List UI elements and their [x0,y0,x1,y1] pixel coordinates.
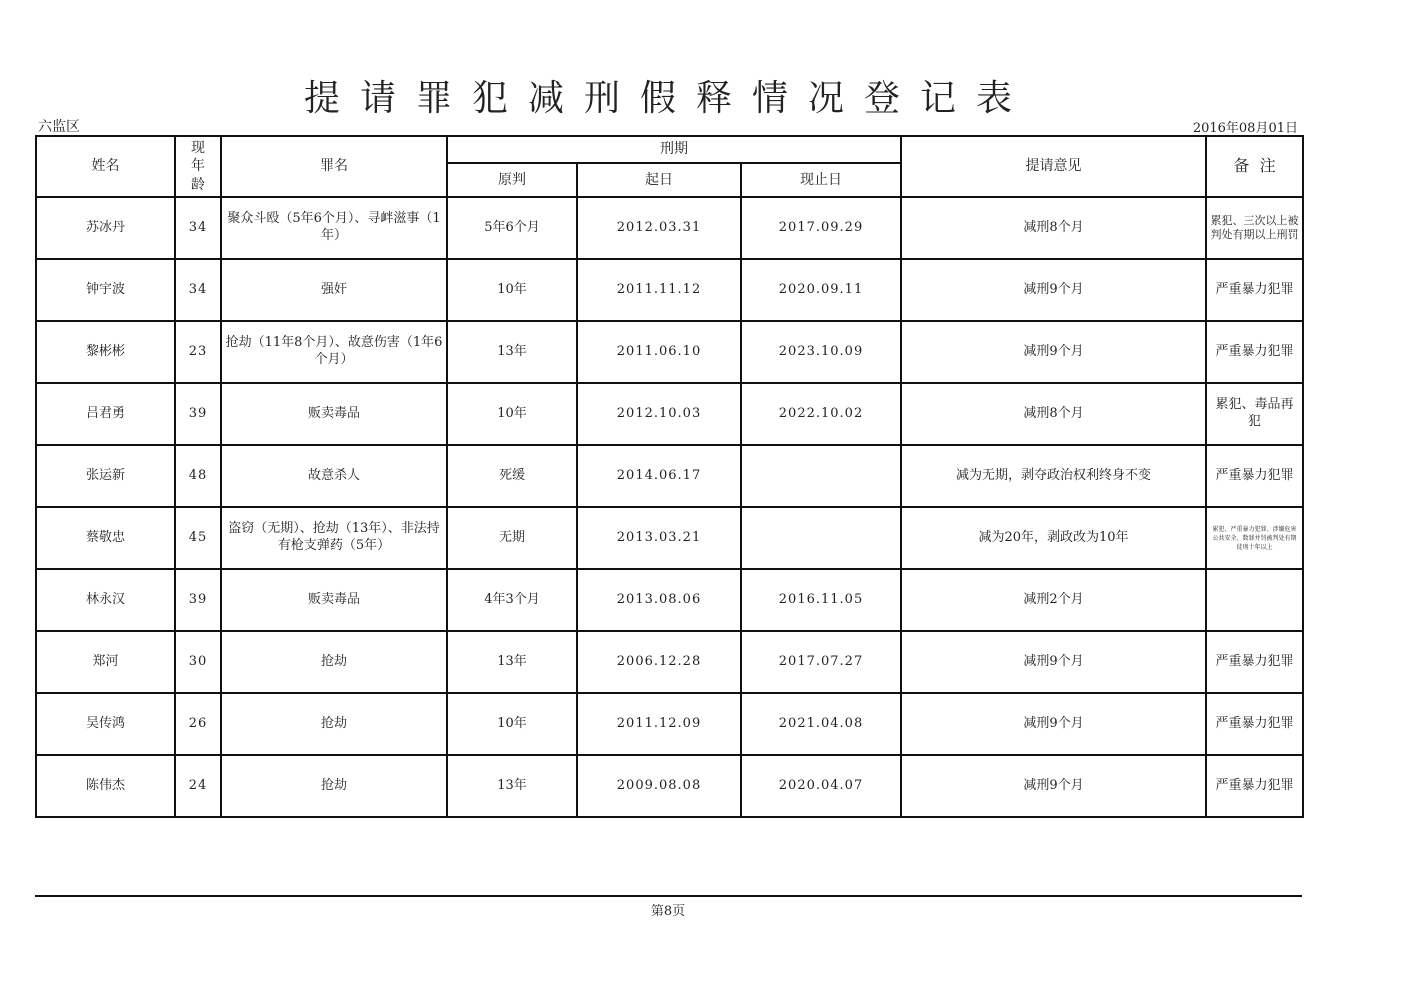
cell-start: 2009.08.08 [577,755,741,817]
cell-age: 39 [175,383,221,445]
cell-original: 5年6个月 [447,197,577,259]
cell-opinion: 减刑9个月 [901,693,1206,755]
cell-end: 2020.09.11 [741,259,901,321]
cell-remark: 严重暴力犯罪 [1206,755,1303,817]
cell-original: 10年 [447,693,577,755]
cell-end [741,445,901,507]
table-row [36,383,1303,445]
cell-start: 2013.08.06 [577,569,741,631]
table-row [36,321,1303,383]
cell-crime: 盗窃（无期）、抢劫（13年）、非法持有枪支弹药（5年） [221,507,447,569]
cell-opinion: 减刑8个月 [901,383,1206,445]
cell-crime: 故意杀人 [221,445,447,507]
cell-end: 2020.04.07 [741,755,901,817]
table-row [36,569,1303,631]
cell-opinion: 减刑9个月 [901,755,1206,817]
cell-name: 郑河 [36,631,175,693]
table-row [36,755,1303,817]
cell-age: 26 [175,693,221,755]
cell-opinion: 减刑9个月 [901,631,1206,693]
header-remarks: 备 注 [1206,136,1303,197]
cell-opinion: 减为20年，剥政改为10年 [901,507,1206,569]
page-number: 第8页 [650,904,686,919]
footer-divider [35,895,1302,897]
cell-opinion: 减刑2个月 [901,569,1206,631]
header-end: 现止日 [741,163,901,197]
cell-crime: 贩卖毒品 [221,383,447,445]
cell-crime: 抢劫 [221,631,447,693]
cell-name: 黎彬彬 [36,321,175,383]
table-row [36,631,1303,693]
cell-opinion: 减刑9个月 [901,259,1206,321]
cell-age: 34 [175,259,221,321]
cell-start: 2011.12.09 [577,693,741,755]
cell-original: 4年3个月 [447,569,577,631]
cell-crime: 聚众斗殴（5年6个月）、寻衅滋事（1年） [221,197,447,259]
cell-remark: 累犯、毒品再犯 [1206,383,1303,445]
cell-opinion: 减为无期，剥夺政治权利终身不变 [901,445,1206,507]
cell-start: 2011.06.10 [577,321,741,383]
cell-age: 24 [175,755,221,817]
cell-original: 无期 [447,507,577,569]
cell-age: 30 [175,631,221,693]
cell-start: 2013.03.21 [577,507,741,569]
header-opinion: 提请意见 [901,136,1206,197]
cell-remark [1206,569,1303,631]
cell-crime: 强奸 [221,259,447,321]
cell-name: 蔡敬忠 [36,507,175,569]
department-label: 六监区 [38,119,80,135]
cell-original: 死缓 [447,445,577,507]
cell-remark: 严重暴力犯罪 [1206,693,1303,755]
cell-start: 2014.06.17 [577,445,741,507]
cell-crime: 抢劫 [221,755,447,817]
cell-name: 吴传鸿 [36,693,175,755]
document-title: 提请罪犯减刑假释情况登记表 [303,78,1032,119]
cell-end: 2017.07.27 [741,631,901,693]
cell-original: 13年 [447,321,577,383]
cell-age: 23 [175,321,221,383]
cell-age: 48 [175,445,221,507]
cell-original: 10年 [447,259,577,321]
cell-remark: 累犯、严重暴力犯罪、涉嫌危害公共安全、数罪并罚被判处有期徒刑十年以上 [1206,507,1303,569]
header-sentence: 刑期 [447,136,901,163]
cell-name: 陈伟杰 [36,755,175,817]
cell-original: 13年 [447,631,577,693]
cell-end: 2017.09.29 [741,197,901,259]
cell-crime: 抢劫（11年8个月）、故意伤害（1年6个月） [221,321,447,383]
header-age [175,136,221,197]
cell-remark: 严重暴力犯罪 [1206,631,1303,693]
header-age-text: 现年龄 [191,140,205,193]
cell-original: 13年 [447,755,577,817]
register-table [35,135,1304,818]
cell-start: 2006.12.28 [577,631,741,693]
table-row [36,197,1303,259]
table-row [36,507,1303,569]
cell-age: 34 [175,197,221,259]
header-original: 原判 [447,163,577,197]
table-row [36,259,1303,321]
table-row [36,445,1303,507]
header-name: 姓名 [36,136,175,197]
cell-opinion: 减刑8个月 [901,197,1206,259]
cell-name: 钟宇波 [36,259,175,321]
cell-crime: 抢劫 [221,693,447,755]
cell-original: 10年 [447,383,577,445]
cell-end: 2021.04.08 [741,693,901,755]
cell-remark: 严重暴力犯罪 [1206,321,1303,383]
cell-opinion: 减刑9个月 [901,321,1206,383]
cell-age: 45 [175,507,221,569]
cell-end [741,507,901,569]
cell-start: 2012.03.31 [577,197,741,259]
cell-name: 张运新 [36,445,175,507]
header-start: 起日 [577,163,741,197]
cell-start: 2011.11.12 [577,259,741,321]
cell-name: 苏冰丹 [36,197,175,259]
cell-end: 2023.10.09 [741,321,901,383]
cell-end: 2016.11.05 [741,569,901,631]
cell-remark: 累犯、三次以上被判处有期以上刑罚 [1206,197,1303,259]
table-row [36,693,1303,755]
cell-remark: 严重暴力犯罪 [1206,445,1303,507]
cell-name: 林永汉 [36,569,175,631]
cell-crime: 贩卖毒品 [221,569,447,631]
cell-name: 吕君勇 [36,383,175,445]
cell-start: 2012.10.03 [577,383,741,445]
cell-end: 2022.10.02 [741,383,901,445]
document-date: 2016年08月01日 [1192,121,1298,136]
header-crime: 罪名 [221,136,447,197]
cell-remark: 严重暴力犯罪 [1206,259,1303,321]
cell-age: 39 [175,569,221,631]
